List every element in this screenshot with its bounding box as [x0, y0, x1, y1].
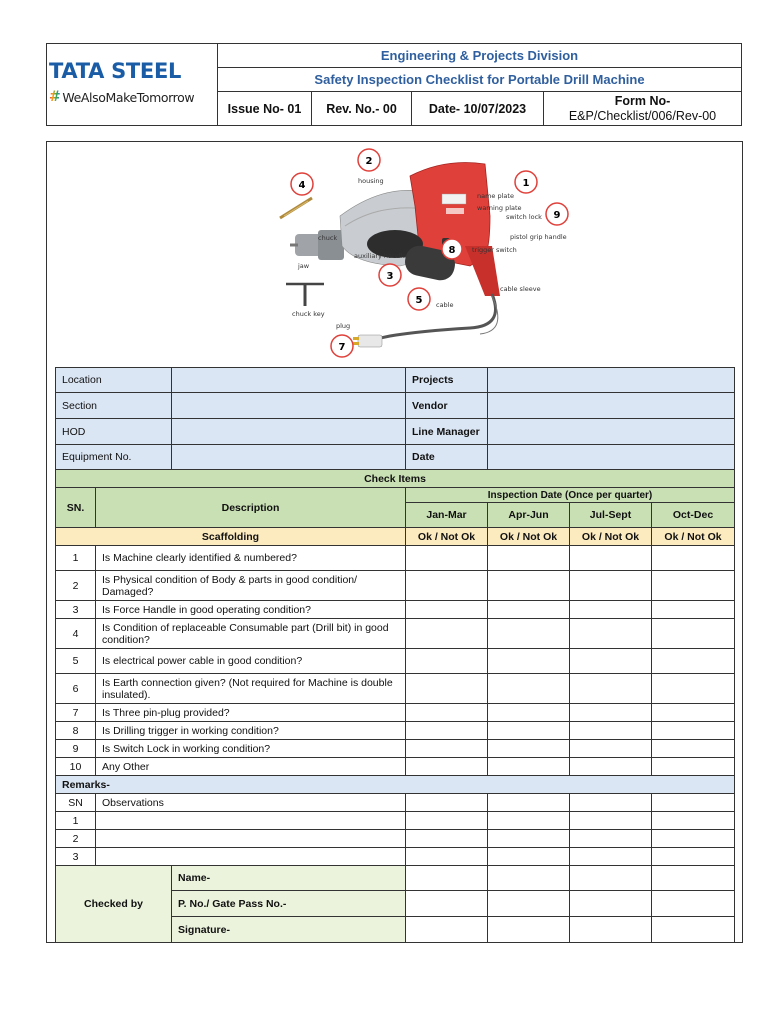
check-item-row [56, 722, 735, 740]
callout-8 [442, 239, 462, 259]
checklist-table [55, 367, 735, 943]
observation-field[interactable] [96, 848, 406, 866]
quarter-jan-mar: Jan-Mar [406, 503, 488, 528]
form-no-label: Form No- [614, 93, 671, 108]
svg-text:4: 4 [298, 180, 306, 191]
location-label: Location [56, 368, 172, 393]
label-warning-plate: warning plate [477, 204, 522, 212]
pno-q3-field[interactable] [570, 891, 652, 917]
item-q2-cell[interactable] [488, 704, 570, 722]
observation-field[interactable] [96, 812, 406, 830]
document-title: Safety Inspection Checklist for Portable Drill Machine [218, 68, 741, 92]
tata-steel-logo: TATA STEEL [49, 59, 182, 83]
item-q2-cell[interactable] [488, 546, 570, 571]
callout-3 [379, 264, 401, 286]
item-description: Is Three pin-plug provided? [96, 704, 406, 722]
drill-machine-diagram [270, 146, 580, 364]
item-q4-cell[interactable] [652, 722, 735, 740]
item-sn: 3 [56, 601, 96, 619]
remark-sn: 2 [56, 830, 96, 848]
svg-text:7: 7 [338, 342, 346, 353]
item-q4-cell[interactable] [652, 758, 735, 776]
label-trigger-switch: trigger switch [472, 246, 517, 254]
logo-block [47, 44, 218, 125]
item-q2-cell[interactable] [488, 571, 570, 601]
check-item-row [56, 546, 735, 571]
item-q2-cell[interactable] [488, 722, 570, 740]
signature-q3-field[interactable] [570, 917, 652, 943]
item-q4-cell[interactable] [652, 546, 735, 571]
item-sn: 4 [56, 619, 96, 649]
item-sn: 6 [56, 674, 96, 704]
item-q1-cell[interactable] [406, 546, 488, 571]
item-q2-cell[interactable] [488, 758, 570, 776]
item-q3-cell[interactable] [570, 674, 652, 704]
name-q1-field[interactable] [406, 866, 488, 891]
hod-label: HOD [56, 419, 172, 445]
pno-label: P. No./ Gate Pass No.- [172, 891, 406, 917]
drill-bit-icon [280, 198, 312, 218]
label-switch-lock: switch lock [506, 213, 542, 221]
sn-header: SN. [56, 488, 96, 528]
signature-label: Signature- [172, 917, 406, 943]
label-pistol-grip-handle: pistol grip handle [510, 233, 567, 241]
check-item-row [56, 758, 735, 776]
info-row-equipment [56, 445, 735, 470]
remark-row [56, 830, 735, 848]
date-field[interactable] [488, 445, 735, 470]
form-no [544, 92, 741, 125]
remark-cell[interactable] [488, 794, 570, 812]
item-sn: 10 [56, 758, 96, 776]
info-row-location [56, 368, 735, 393]
item-description: Is electrical power cable in good condition? [96, 649, 406, 674]
item-q3-cell[interactable] [570, 601, 652, 619]
ok-label-q1: Ok / Not Ok [406, 528, 488, 546]
document-meta [218, 92, 741, 125]
svg-text:1: 1 [522, 178, 530, 189]
svg-text:2: 2 [365, 156, 373, 167]
item-sn: 7 [56, 704, 96, 722]
label-housing: housing [358, 177, 384, 185]
signature-q1-field[interactable] [406, 917, 488, 943]
item-description: Any Other [96, 758, 406, 776]
remark-row [56, 812, 735, 830]
item-sn: 1 [56, 546, 96, 571]
equipment-no-field[interactable] [172, 445, 406, 470]
item-q3-cell[interactable] [570, 704, 652, 722]
svg-text:5: 5 [415, 295, 423, 306]
item-description: Is Drilling trigger in working condition? [96, 722, 406, 740]
remark-cell[interactable] [406, 830, 488, 848]
remark-cell[interactable] [570, 848, 652, 866]
item-q3-cell[interactable] [570, 619, 652, 649]
label-auxiliary-handle: auxiliary handle [354, 252, 407, 260]
callout-4 [291, 173, 313, 195]
item-sn: 9 [56, 740, 96, 758]
item-description: Is Switch Lock in working condition? [96, 740, 406, 758]
callout-7 [331, 335, 353, 357]
label-name-plate: name plate [477, 192, 514, 200]
header-info [218, 44, 741, 125]
section-field[interactable] [172, 393, 406, 419]
remark-cell[interactable] [488, 830, 570, 848]
svg-text:9: 9 [553, 210, 561, 221]
projects-label: Projects [406, 368, 488, 393]
cable-icon [369, 294, 498, 342]
label-cable-sleeve: cable sleeve [500, 285, 541, 293]
name-q4-field[interactable] [652, 866, 735, 891]
item-q1-cell[interactable] [406, 740, 488, 758]
remark-cell[interactable] [652, 812, 735, 830]
label-chuck-key: chuck key [292, 310, 325, 318]
tagline [49, 89, 194, 105]
item-q4-cell[interactable] [652, 601, 735, 619]
scaffolding-row [56, 528, 735, 546]
rev-no: Rev. No.- 00 [312, 92, 412, 125]
item-q4-cell[interactable] [652, 571, 735, 601]
item-q3-cell[interactable] [570, 722, 652, 740]
hashtag-icon: # [49, 89, 61, 105]
remark-cell[interactable] [652, 848, 735, 866]
issue-date: Date- 10/07/2023 [412, 92, 544, 125]
remark-cell[interactable] [570, 794, 652, 812]
remarks-title: Remarks- [56, 776, 735, 794]
item-q3-cell[interactable] [570, 649, 652, 674]
check-item-row [56, 704, 735, 722]
item-q1-cell[interactable] [406, 619, 488, 649]
remark-cell[interactable] [406, 848, 488, 866]
check-item-row [56, 619, 735, 649]
item-q4-cell[interactable] [652, 704, 735, 722]
remark-cell[interactable] [652, 830, 735, 848]
item-sn: 5 [56, 649, 96, 674]
item-q1-cell[interactable] [406, 571, 488, 601]
scaffolding-label: Scaffolding [56, 528, 406, 546]
remarks-sn-header: SN [56, 794, 96, 812]
item-q4-cell[interactable] [652, 649, 735, 674]
item-q1-cell[interactable] [406, 758, 488, 776]
remarks-header-row [56, 794, 735, 812]
location-field[interactable] [172, 368, 406, 393]
line-manager-label: Line Manager [406, 419, 488, 445]
signature-q4-field[interactable] [652, 917, 735, 943]
item-q3-cell[interactable] [570, 740, 652, 758]
label-plug: plug [336, 322, 351, 330]
check-item-row [56, 740, 735, 758]
ok-label-q3: Ok / Not Ok [570, 528, 652, 546]
chuck-key-icon [286, 284, 324, 306]
remark-row [56, 848, 735, 866]
name-label: Name- [172, 866, 406, 891]
item-q1-cell[interactable] [406, 704, 488, 722]
item-q4-cell[interactable] [652, 674, 735, 704]
vendor-field[interactable] [488, 393, 735, 419]
item-q2-cell[interactable] [488, 601, 570, 619]
form-no-value: E&P/Checklist/006/Rev-00 [568, 108, 717, 123]
item-q3-cell[interactable] [570, 571, 652, 601]
item-q1-cell[interactable] [406, 649, 488, 674]
remark-cell[interactable] [488, 848, 570, 866]
item-q4-cell[interactable] [652, 619, 735, 649]
ok-label-q4: Ok / Not Ok [652, 528, 735, 546]
signature-q2-field[interactable] [488, 917, 570, 943]
issue-no: Issue No- 01 [218, 92, 312, 125]
name-q3-field[interactable] [570, 866, 652, 891]
remark-cell[interactable] [570, 812, 652, 830]
inspection-date-header: Inspection Date (Once per quarter) [406, 488, 735, 503]
remark-cell[interactable] [406, 794, 488, 812]
name-q2-field[interactable] [488, 866, 570, 891]
item-description: Is Physical condition of Body & parts in good condition/ Damaged? [96, 571, 406, 601]
callout-9 [546, 203, 568, 225]
date-label: Date [406, 445, 488, 470]
remark-cell[interactable] [570, 830, 652, 848]
plug-icon [353, 335, 382, 347]
checked-by-row-name [56, 866, 735, 891]
check-item-row [56, 674, 735, 704]
item-q4-cell[interactable] [652, 740, 735, 758]
quarter-jul-sept: Jul-Sept [570, 503, 652, 528]
item-sn: 8 [56, 722, 96, 740]
ok-label-q2: Ok / Not Ok [488, 528, 570, 546]
info-row-section [56, 393, 735, 419]
item-q2-cell[interactable] [488, 674, 570, 704]
item-q1-cell[interactable] [406, 674, 488, 704]
remark-sn: 1 [56, 812, 96, 830]
remark-cell[interactable] [488, 812, 570, 830]
remark-cell[interactable] [406, 812, 488, 830]
remark-cell[interactable] [652, 794, 735, 812]
pno-q4-field[interactable] [652, 891, 735, 917]
svg-text:8: 8 [448, 245, 456, 256]
hod-field[interactable] [172, 419, 406, 445]
label-chuck: chuck [318, 234, 338, 242]
item-q1-cell[interactable] [406, 722, 488, 740]
item-q3-cell[interactable] [570, 758, 652, 776]
check-items-title-row [56, 470, 735, 488]
item-q2-cell[interactable] [488, 619, 570, 649]
pno-q1-field[interactable] [406, 891, 488, 917]
item-sn: 2 [56, 571, 96, 601]
quarter-apr-jun: Apr-Jun [488, 503, 570, 528]
line-manager-field[interactable] [488, 419, 735, 445]
callout-5 [408, 288, 430, 310]
label-jaw: jaw [298, 262, 310, 270]
quarter-oct-dec: Oct-Dec [652, 503, 735, 528]
remark-sn: 3 [56, 848, 96, 866]
callout-1 [515, 171, 537, 193]
item-description: Is Machine clearly identified & numbered? [96, 546, 406, 571]
check-item-row [56, 601, 735, 619]
item-q1-cell[interactable] [406, 601, 488, 619]
item-description: Is Force Handle in good operating condition? [96, 601, 406, 619]
item-description: Is Earth connection given? (Not required for Machine is double insulated). [96, 674, 406, 704]
check-item-row [56, 571, 735, 601]
check-header-row-1 [56, 488, 735, 503]
svg-text:3: 3 [386, 271, 394, 282]
description-header: Description [96, 488, 406, 528]
item-q3-cell[interactable] [570, 546, 652, 571]
observations-header: Observations [96, 794, 406, 812]
equipment-no-label: Equipment No. [56, 445, 172, 470]
check-item-row [56, 649, 735, 674]
projects-field[interactable] [488, 368, 735, 393]
callout-2 [358, 149, 380, 171]
item-description: Is Condition of replaceable Consumable part (Drill bit) in good condition? [96, 619, 406, 649]
label-cable: cable [436, 301, 454, 309]
division-title: Engineering & Projects Division [218, 44, 741, 68]
check-items-title: Check Items [56, 470, 735, 488]
pno-q2-field[interactable] [488, 891, 570, 917]
remarks-title-row [56, 776, 735, 794]
tagline-text: WeAlsoMakeTomorrow [62, 89, 195, 105]
info-row-hod [56, 419, 735, 445]
item-q2-cell[interactable] [488, 649, 570, 674]
observation-field[interactable] [96, 830, 406, 848]
item-q2-cell[interactable] [488, 740, 570, 758]
section-label: Section [56, 393, 172, 419]
checked-by-label: Checked by [56, 866, 172, 943]
vendor-label: Vendor [406, 393, 488, 419]
form-header [46, 43, 742, 126]
